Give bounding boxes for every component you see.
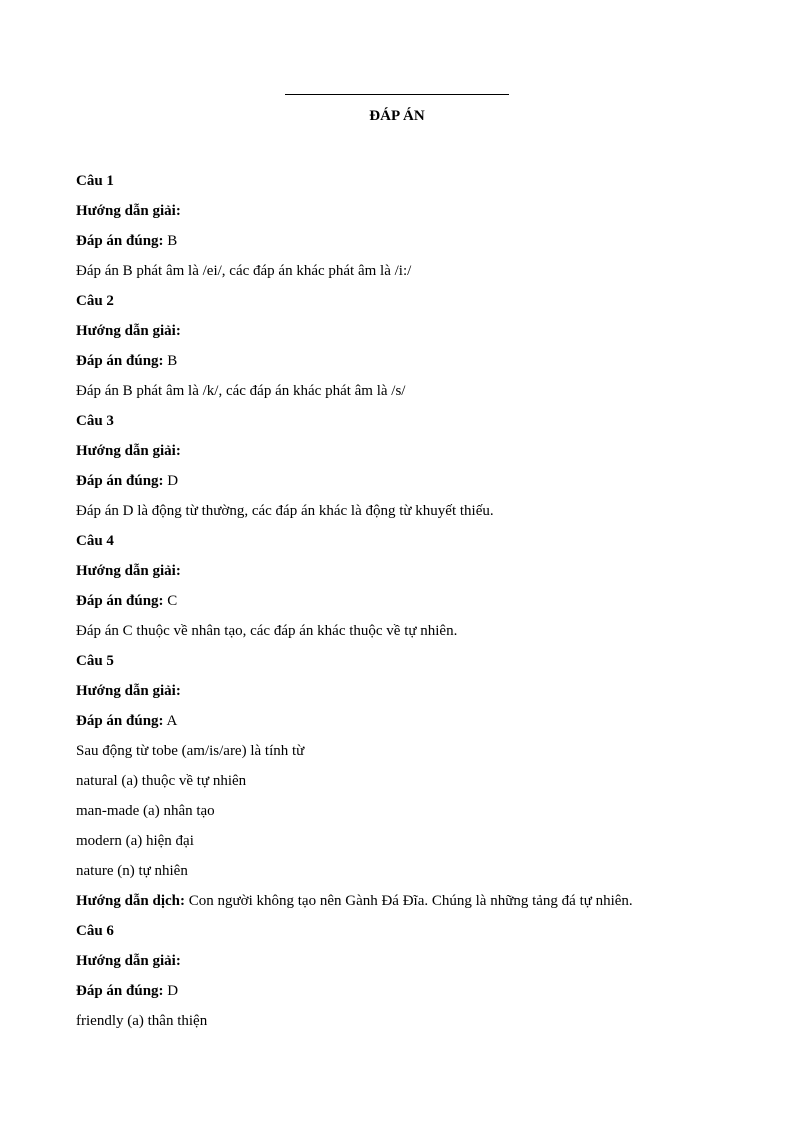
body-text: Đáp án B phát âm là /k/, các đáp án khác phát âm là /s/ [76,383,406,399]
body-text: Đáp án C thuộc về nhân tạo, các đáp án khác thuộc về tự nhiên. [76,623,458,639]
section-heading [76,316,776,346]
section-heading [76,946,776,976]
answer-content [76,166,776,1036]
body-text: Đáp án B phát âm là /ei/, các đáp án khác phát âm là /i:/ [76,263,412,279]
labeled-line [76,586,776,616]
line-value: C [163,593,178,609]
section-heading [76,526,776,556]
line-value: B [163,233,178,249]
heading-text: Hướng dẫn giải: [76,953,181,969]
line-label: Đáp án đúng: [76,713,164,729]
line-value: D [163,983,179,999]
section-heading [76,436,776,466]
labeled-line [76,466,776,496]
section-heading [76,406,776,436]
heading-text: Hướng dẫn giải: [76,443,181,459]
heading-text: Hướng dẫn giải: [76,323,181,339]
body-text: man-made (a) nhân tạo [76,803,215,819]
line-label: Hướng dẫn dịch: [76,893,186,909]
section-heading [76,646,776,676]
labeled-line [76,226,776,256]
heading-text: Hướng dẫn giải: [76,683,181,699]
heading-text: Câu 4 [76,533,114,549]
line-value: D [163,473,179,489]
heading-text: Câu 3 [76,413,114,429]
section-heading [76,676,776,706]
line-label: Đáp án đúng: [76,233,164,249]
section-heading [76,916,776,946]
body-text: nature (n) tự nhiên [76,863,188,879]
labeled-line [76,976,776,1006]
body-text: Sau động từ tobe (am/is/are) là tính từ [76,743,305,759]
heading-text: Câu 1 [76,173,114,189]
page-title: ĐÁP ÁN [369,108,425,124]
top-divider [285,94,509,95]
labeled-line [76,346,776,376]
body-text: friendly (a) thân thiện [76,1013,208,1029]
heading-text: Câu 2 [76,293,114,309]
section-heading [76,196,776,226]
labeled-line [76,886,776,916]
line-value: A [163,713,178,729]
heading-text: Câu 5 [76,653,114,669]
section-heading [76,556,776,586]
heading-text: Hướng dẫn giải: [76,563,181,579]
line-label: Đáp án đúng: [76,353,164,369]
line-label: Đáp án đúng: [76,983,164,999]
section-heading [76,286,776,316]
heading-text: Câu 6 [76,923,114,939]
section-heading [76,166,776,196]
line-value: B [163,353,178,369]
body-text: natural (a) thuộc về tự nhiên [76,773,247,789]
body-text: modern (a) hiện đại [76,833,194,849]
line-label: Đáp án đúng: [76,593,164,609]
body-text: Đáp án D là động từ thường, các đáp án khác là động từ khuyết thiếu. [76,503,494,519]
labeled-line [76,706,776,736]
heading-text: Hướng dẫn giải: [76,203,181,219]
line-label: Đáp án đúng: [76,473,164,489]
line-value: Con người không tạo nên Gành Đá Đĩa. Chúng là những tảng đá tự nhiên. [185,893,633,909]
